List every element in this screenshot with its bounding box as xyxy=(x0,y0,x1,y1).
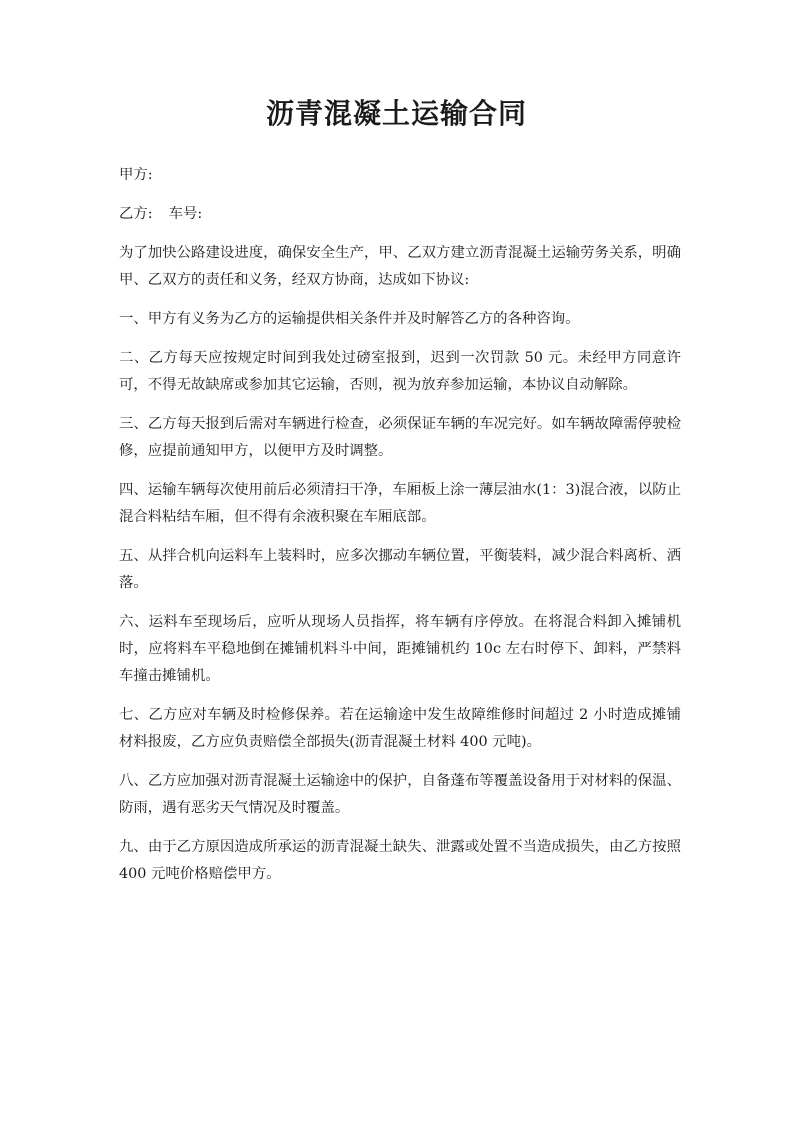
clause-8: 八、乙方应加强对沥青混凝土运输途中的保护，自备蓬布等覆盖设备用于对材料的保温、防雨，遇有恶劣天气情况及时覆盖。 xyxy=(119,773,681,816)
document-body xyxy=(119,162,681,900)
document-title: 沥青混凝土运输合同 xyxy=(265,97,527,130)
clause-9: 九、由于乙方原因造成所承运的沥青混凝土缺失、泄露或处置不当造成损失，由乙方按照 400 元吨价格赔偿甲方。 xyxy=(119,839,681,882)
clause-7: 七、乙方应对车辆及时检修保养。若在运输途中发生故障维修时间超过 2 小时造成摊铺材料报废，乙方应负责赔偿全部损失(沥青混凝土材料 400 元吨)。 xyxy=(119,707,681,750)
clause-6: 六、运料车至现场后，应听从现场人员指挥，将车辆有序停放。在将混合料卸入摊铺机时，应将料车平稳地倒在摊铺机料斗中间，距摊铺机约 10c 左右时停下、卸料，严禁料车撞击摊铺机。 xyxy=(119,614,681,684)
clause-4: 四、运输车辆每次使用前后必须清扫干净，车厢板上涂一薄层油水(1：3)混合液，以防止混合料粘结车厢，但不得有余液积聚在车厢底部。 xyxy=(119,482,681,525)
clause-2: 二、乙方每天应按规定时间到我处过磅室报到，迟到一次罚款 50 元。未经甲方同意许可，不得无故缺席或参加其它运输，否则，视为放弃参加运输，本协议自动解除。 xyxy=(119,350,681,393)
party-b-line xyxy=(119,201,681,228)
clause-5: 五、从拌合机向运料车上装料时，应多次挪动车辆位置，平衡装料，减少混合料离析、洒落。 xyxy=(119,548,681,591)
party-b-label: 乙方: xyxy=(119,206,153,222)
intro-paragraph: 为了加快公路建设进度，确保安全生产，甲、乙双方建立沥青混凝土运输劳务关系，明确甲、乙双方的责任和义务，经双方协商，达成如下协议: xyxy=(119,245,681,288)
clause-3: 三、乙方每天报到后需对车辆进行检查，必须保证车辆的车况完好。如车辆故障需停驶检修，应提前通知甲方，以便甲方及时调整。 xyxy=(119,416,681,459)
party-a-label: 甲方: xyxy=(119,167,153,183)
vehicle-no-label: 车号: xyxy=(168,206,203,222)
clause-1: 一、甲方有义务为乙方的运输提供相关条件并及时解答乙方的各种咨询。 xyxy=(119,311,580,327)
party-a-line xyxy=(119,162,681,189)
